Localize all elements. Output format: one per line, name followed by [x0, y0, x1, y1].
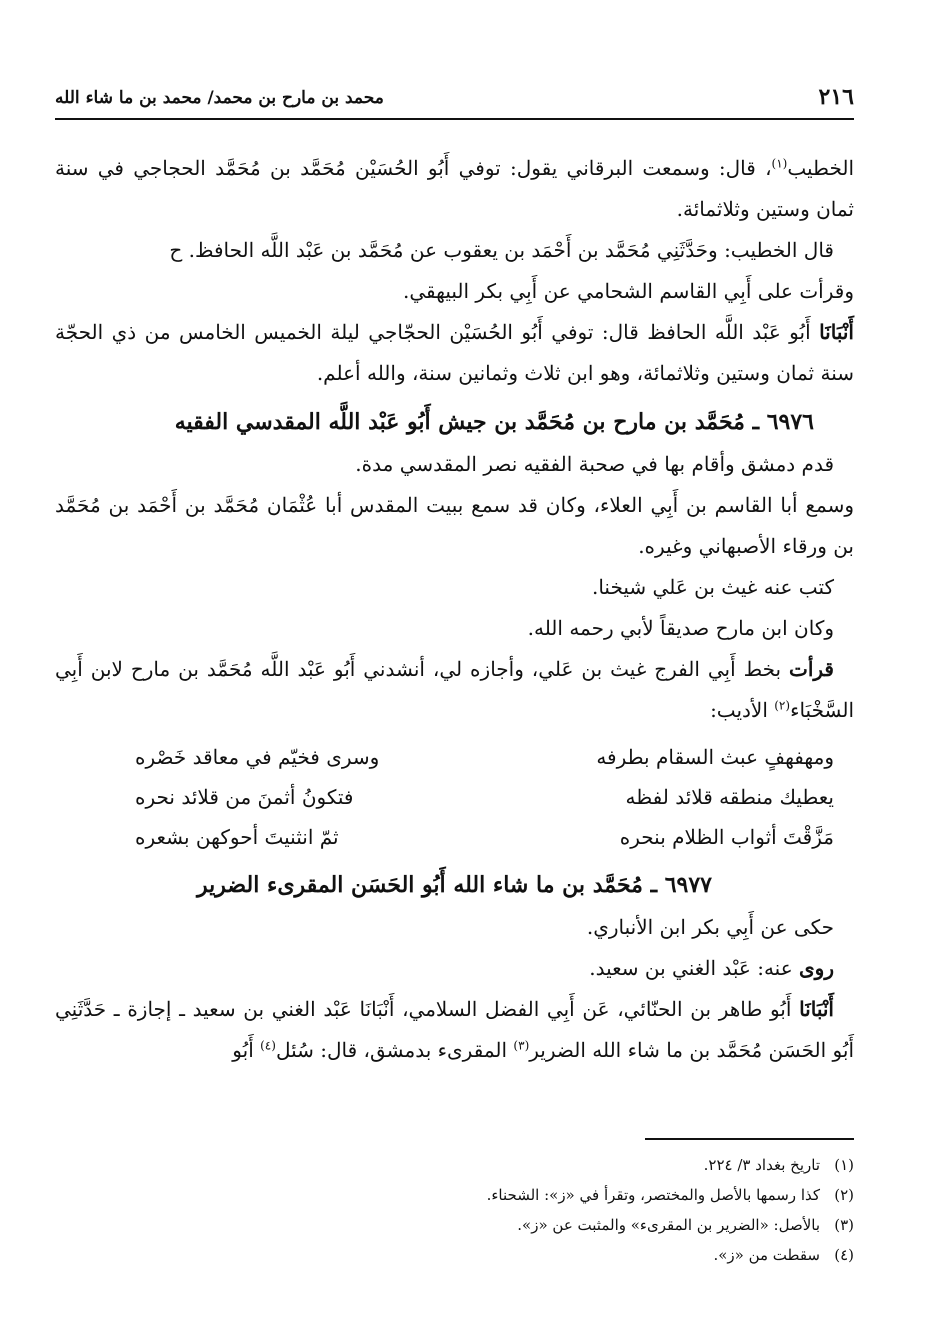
text-span: أَبُو عَبْد اللَّه الحافظ قال: توفي أَبُو الحُسَيْن الحجّاجي ليلة الخميس الخامس من ذي الحجّة سنة ثمان وستين وثلاثمائة، وهو ابن ثلاث وثمانين سنة، والله أعلم.: [55, 320, 854, 385]
text-span: عنه: عَبْد الغني بن سعيد.: [589, 956, 800, 980]
footnote-text: بالأصل: «الضرير بن المقرىء» والمثبت عن «ز».: [517, 1216, 820, 1234]
text-span: ، قال: وسمعت البرقاني يقول: توفي أَبُو الحُسَيْن مُحَمَّد بن مُحَمَّد الحجاجي في سنة ثمان وستين وثلاثمائة.: [55, 156, 854, 221]
page-header: [55, 78, 854, 120]
footnote: [55, 1150, 854, 1180]
footnote-ref: (٣): [513, 1038, 530, 1053]
paragraph: [55, 312, 854, 394]
text-span: بخط أَبِي الفرج غيث بن عَلي، وأجازه لي، أنشدني أَبُو عَبْد اللَّه مُحَمَّد بن مارح لابن أَبِي السَّخْبَاء: [55, 657, 854, 722]
paragraph: [55, 989, 854, 1071]
footnote-number: (٣): [834, 1216, 854, 1234]
text-span: الخطيب: [787, 156, 854, 180]
verse-line: [55, 777, 854, 817]
text-span: أَبُو طاهر بن الحنّائي، عَن أَبِي الفضل السلامي، أَنْبَانَا عَبْد الغني بن سعيد ـ إجازة ـ حَدَّثَنِي أَبُو الحَسَن مُحَمَّد بن ما شاء الله الضرير: [55, 997, 854, 1062]
main-text: [55, 148, 854, 1071]
text-span: الأديب:: [710, 698, 775, 722]
footnote-text: سقطت من «ز».: [713, 1246, 820, 1264]
running-title: محمد بن مارح بن محمد/ محمد بن ما شاء الله: [55, 88, 384, 108]
footnote-text: تاريخ بغداد ٣/ ٢٢٤.: [703, 1156, 820, 1174]
verse-hemistich-1: يعطيك منطقه قلائد لفظه: [625, 785, 834, 809]
paragraph: وسمع أبا القاسم بن أَبِي العلاء، وكان قد سمع ببيت المقدس أبا عُثْمَان مُحَمَّد بن أَحْمَد بن مُحَمَّد بن ورقاء الأصبهاني وغيره.: [55, 493, 854, 558]
entry-heading: ٦٩٧٦ ـ مُحَمَّد بن مارح بن مُحَمَّد بن جيش أَبُو عَبْد اللَّه المقدسي الفقيه: [174, 409, 814, 435]
footnote-ref: (٢): [774, 698, 791, 713]
paragraph: [55, 649, 854, 731]
verse-hemistich-1: مَزَّقْتَ أثواب الظلام بنحره: [619, 825, 834, 849]
verse-hemistich-2: وسرى فخيّم في معاقد خَصْره: [135, 745, 380, 769]
footnote: [55, 1240, 854, 1270]
page-number: ٢١٦: [818, 84, 854, 110]
paragraph: قدم دمشق وأقام بها في صحبة الفقيه نصر المقدسي مدة.: [355, 452, 834, 476]
paragraph: حكى عن أَبِي بكر ابن الأنباري.: [586, 915, 834, 939]
footnote-divider: [645, 1138, 854, 1140]
footnote: [55, 1180, 854, 1210]
footnote-ref: (٤): [260, 1038, 276, 1053]
verse-hemistich-2: ثمّ انثنيتَ أحوكهن بشعره: [135, 825, 339, 849]
paragraph: [55, 948, 854, 989]
footnote-ref: (١): [771, 156, 788, 171]
paragraph: وكان ابن مارح صديقاً لأبي رحمه الله.: [527, 616, 834, 640]
footnote-text: كذا رسمها بالأصل والمختصر، وتقرأ في «ز»: الشحناء.: [486, 1186, 820, 1204]
footnote-number: (٤): [834, 1246, 854, 1264]
verse-line: [55, 817, 854, 857]
bold-lead: روى: [799, 956, 834, 980]
verse-hemistich-2: فتكونُ أثمنَ من قلائد نحره: [135, 785, 354, 809]
paragraph: كتب عنه غيث بن عَلي شيخنا.: [591, 575, 834, 599]
paragraph: قال الخطيب: وحَدَّثَنِي مُحَمَّد بن أَحْمَد بن يعقوب عن مُحَمَّد بن عَبْد اللَّه الحافظ. ح: [169, 238, 834, 262]
paragraph: وقرأت على أَبِي القاسم الشحامي عن أَبِي بكر البيهقي.: [402, 279, 854, 303]
footnotes: [55, 1150, 854, 1270]
footnote-number: (٢): [834, 1186, 854, 1204]
bold-lead: أَنْبَانَا: [799, 997, 834, 1021]
verse-line: [55, 737, 854, 777]
text-span: أَبُو: [232, 1038, 261, 1062]
text-span: المقرىء بدمشق، قال: سُئل: [275, 1038, 514, 1062]
bold-lead: أَنْبَانَا: [819, 320, 854, 344]
paragraph: [55, 148, 854, 230]
verse-hemistich-1: ومهفهفٍ عبث السقام بطرفه: [596, 745, 834, 769]
bold-lead: قرأت: [789, 657, 834, 681]
poem: [55, 737, 854, 857]
entry-heading: ٦٩٧٧ ـ مُحَمَّد بن ما شاء الله أَبُو الحَسَن المقرىء الضرير: [197, 872, 712, 898]
footnote: [55, 1210, 854, 1240]
footnote-number: (١): [834, 1156, 854, 1174]
